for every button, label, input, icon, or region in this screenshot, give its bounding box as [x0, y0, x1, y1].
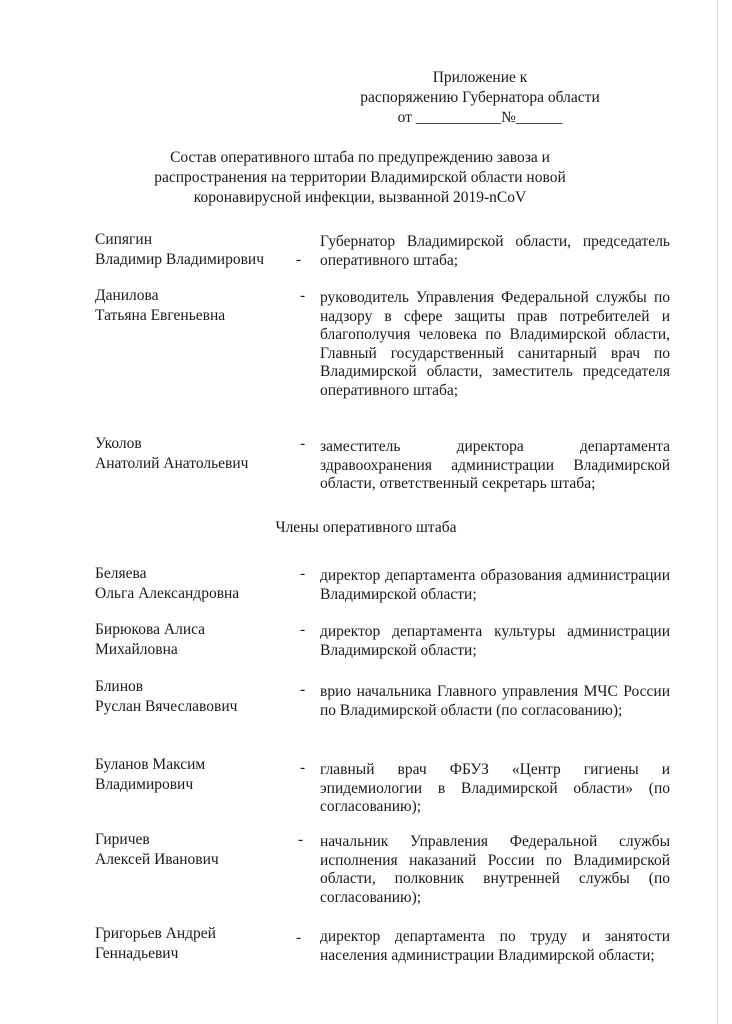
person-duty: Губернатор Владимирской области, председатель оперативного штаба;	[320, 233, 670, 269]
appendix-header	[330, 68, 630, 128]
dash: -	[296, 929, 302, 946]
title-line-1: Состав оперативного штаба по предупреждению завоза и	[170, 149, 550, 166]
person-duty: директор департамента образования администрации Владимирской области;	[320, 567, 670, 603]
person-name: Григорьев Андрей Геннадьевич	[95, 925, 216, 962]
person-duty: начальник Управления Федеральной службы исполнения наказаний России по Владимирской области, полковник внутренней службы (по согласованию);	[320, 833, 670, 906]
appendix-line-1: Приложение к	[432, 69, 528, 86]
person-name: Сипягин Владимир Владимирович	[95, 231, 265, 268]
appendix-line-2: распоряжению Губернатора области	[360, 89, 600, 106]
dash: -	[300, 681, 306, 698]
person-name: Данилова Татьяна Евгеньевна	[95, 287, 226, 324]
person-duty: руководитель Управления Федеральной службы по надзору в сфере защиты прав потребителей и благополучия человека по Владимирской области, Главный государственный санитарный врач по Владимирской области, заместитель председателя оперативного штаба;	[320, 289, 670, 399]
dash: -	[300, 287, 306, 304]
person-duty: директор департамента культуры администрации Владимирской области;	[320, 623, 670, 659]
person-name: Бирюкова Алиса Михайловна	[95, 621, 206, 658]
title-line-3: коронавирусной инфекции, вызванной 2019-nCoV	[193, 189, 527, 206]
person-name: Гиричев Алексей Иванович	[95, 831, 219, 868]
dash: -	[300, 621, 306, 638]
members-heading: Члены оперативного штаба	[275, 519, 457, 536]
appendix-line-3: от ___________№______	[397, 109, 563, 126]
document-title	[110, 148, 610, 208]
dash: -	[300, 759, 306, 776]
person-name: Блинов Руслан Вячеславович	[95, 678, 238, 715]
dash: -	[300, 565, 306, 582]
person-name: Беляева Ольга Александровна	[95, 565, 240, 602]
person-name: Буланов Максим Владимирович	[95, 756, 206, 793]
dash: -	[296, 251, 302, 268]
title-line-2: распространения на территории Владимирской области новой	[154, 169, 566, 186]
dash: -	[300, 435, 306, 452]
person-duty: заместитель директора департамента здравоохранения администрации Владимирской области, ответственный секретарь штаба;	[320, 438, 670, 492]
person-name: Уколов Анатолий Анатольевич	[95, 435, 249, 472]
person-duty: главный врач ФБУЗ «Центр гигиены и эпидемиологии в Владимирской области» (по согласованию);	[320, 761, 670, 815]
page-edge	[717, 0, 718, 1024]
person-duty: врио начальника Главного управления МЧС России по Владимирской области (по согласованию);	[320, 683, 670, 719]
dash: -	[298, 831, 304, 848]
person-duty: директор департамента по труду и занятости населения администрации Владимирской области;	[320, 928, 670, 964]
